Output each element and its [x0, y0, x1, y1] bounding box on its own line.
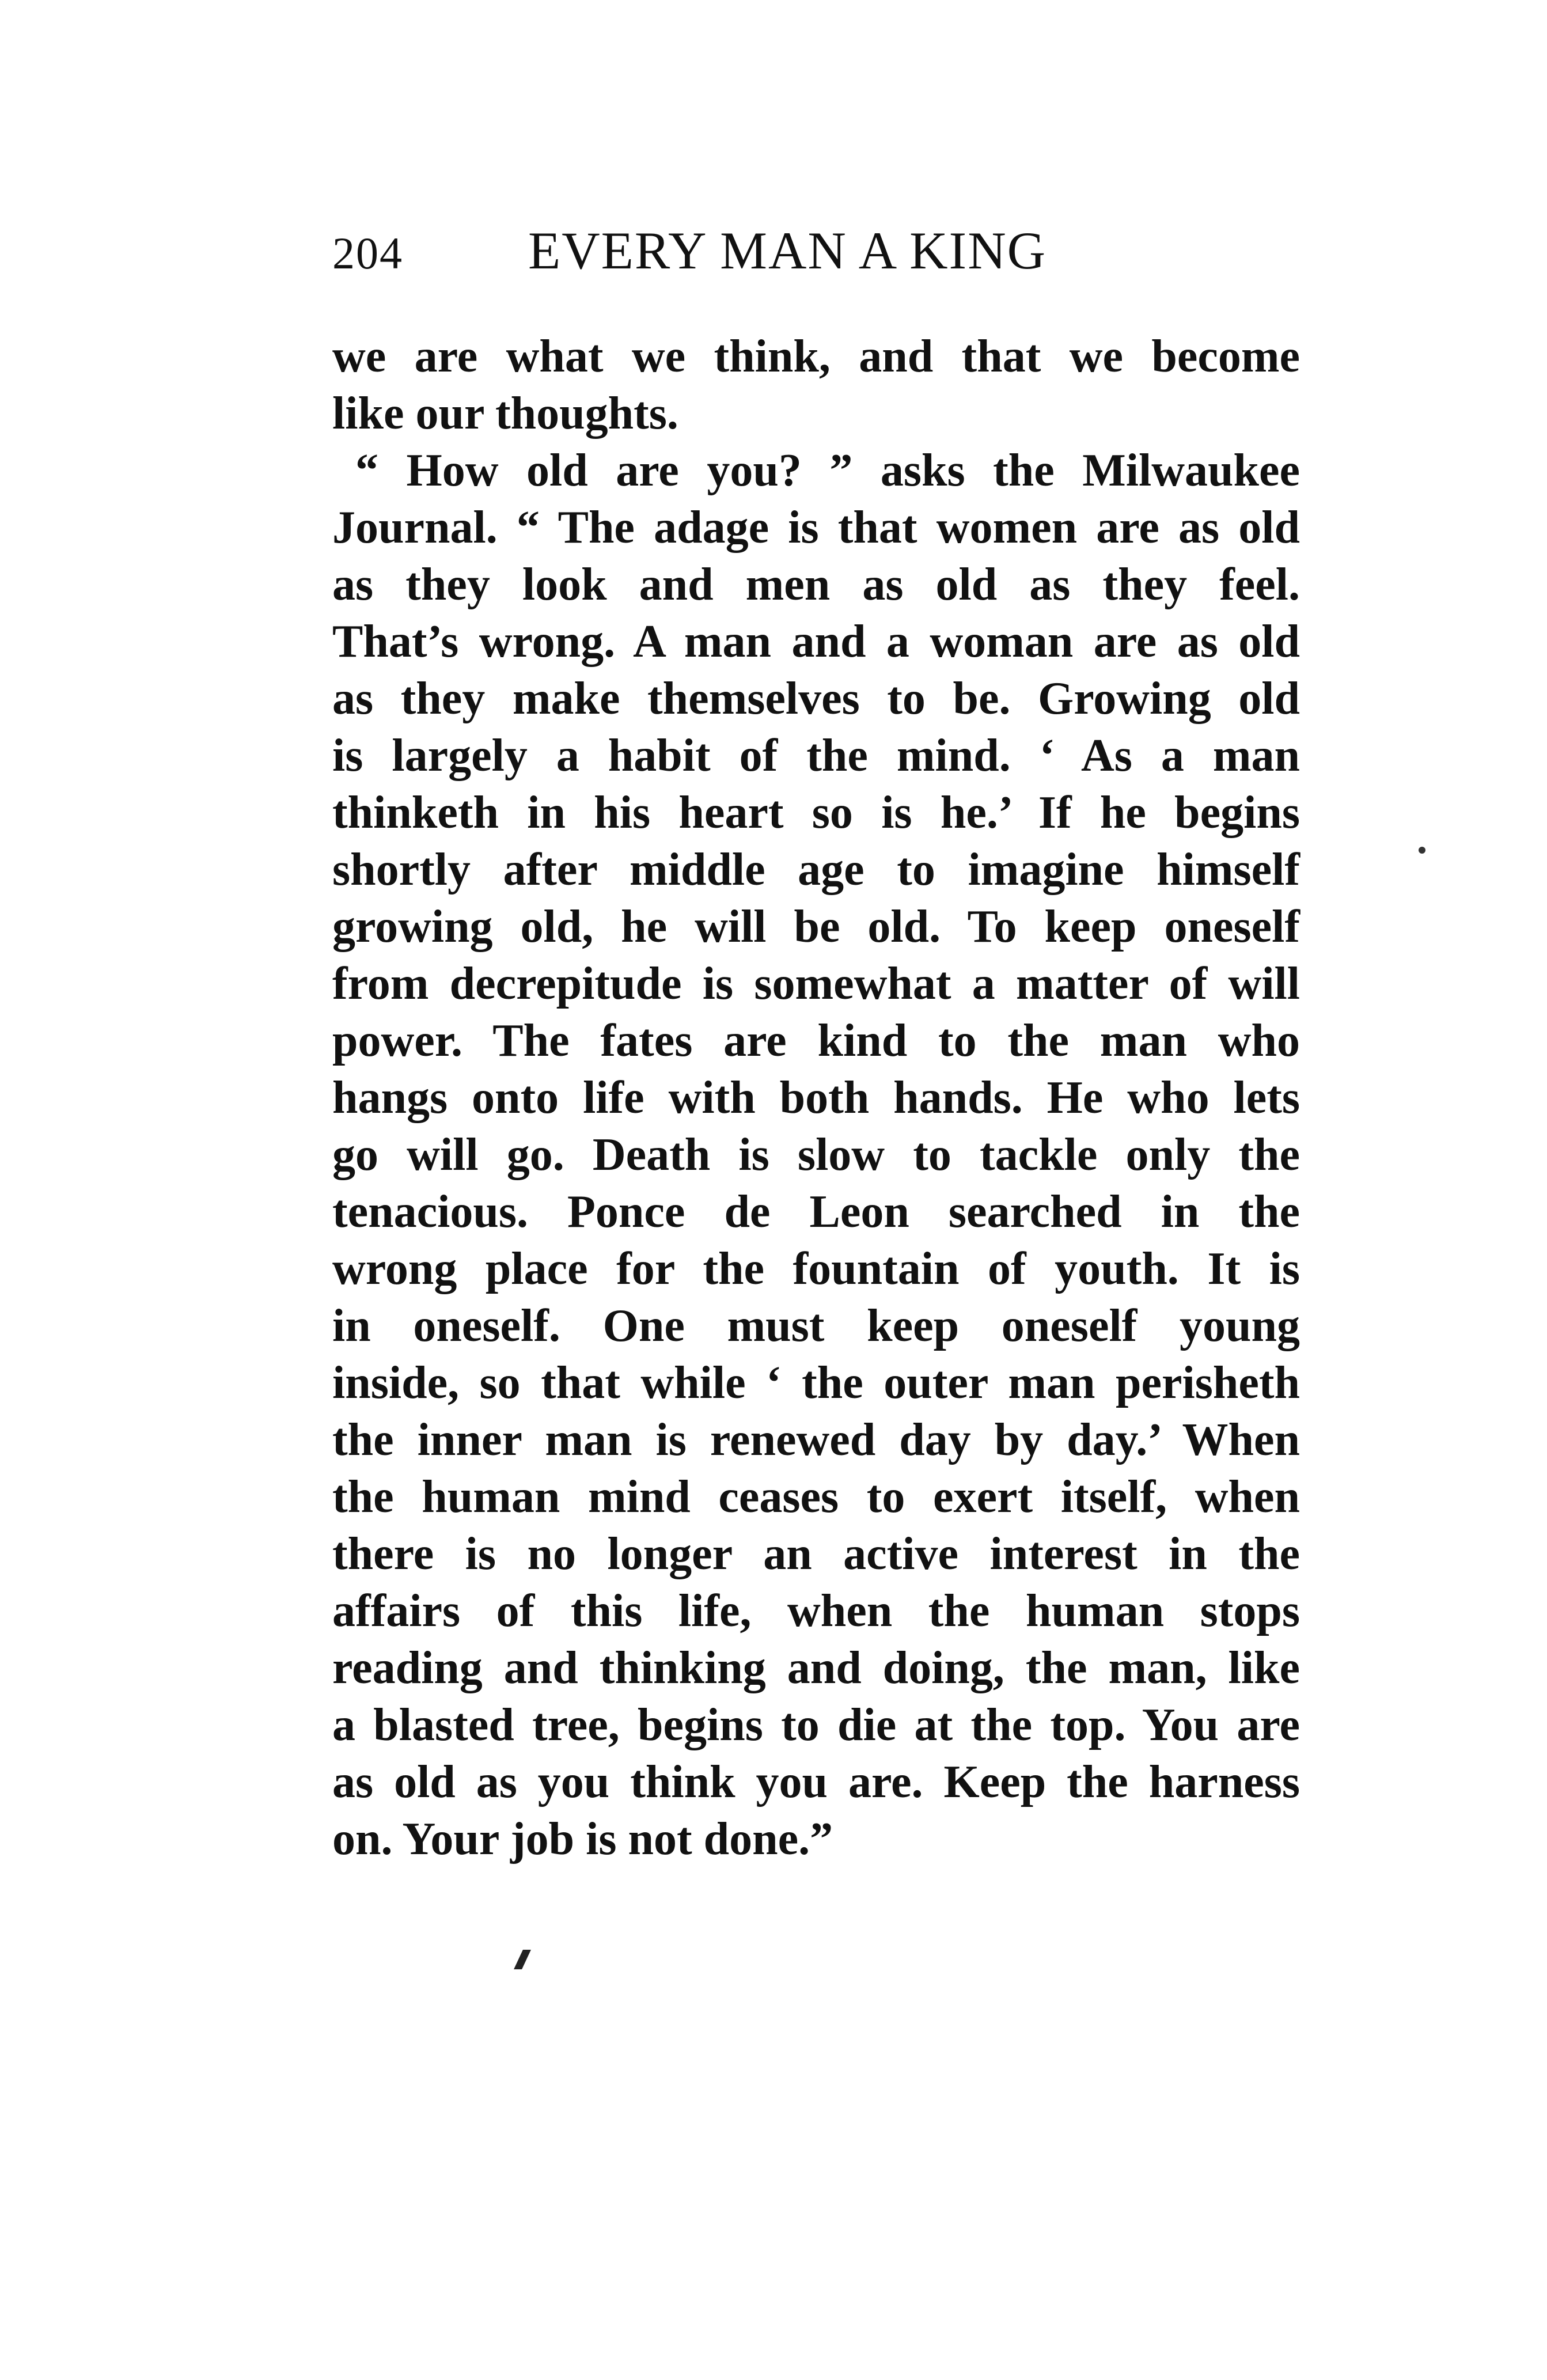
text-line: hangs onto life with both hands. He who lets: [332, 1072, 1300, 1123]
text-line: Journal. “ The adage is that women are as old: [332, 502, 1300, 553]
text-line: there is no longer an active interest in the: [332, 1529, 1300, 1579]
text-line: growing old, he will be old. To keep oneself: [332, 901, 1300, 952]
text-line: shortly after middle age to imagine himself: [332, 844, 1300, 895]
text-line: as old as you think you are. Keep the harness: [332, 1757, 1300, 1807]
text-line: from decrepitude is somewhat a matter of will: [332, 958, 1300, 1009]
text-line: power. The fates are kind to the man who: [332, 1015, 1300, 1066]
text-line: like our thoughts.: [332, 388, 678, 439]
ink-speck: [1419, 847, 1425, 854]
text-line: we are what we think, and that we become: [332, 331, 1300, 382]
running-head: [332, 219, 1311, 282]
text-line: as they look and men as old as they feel.: [332, 559, 1300, 610]
text-line: “ How old are you? ” asks the Milwaukee: [355, 445, 1300, 496]
text-line: as they make themselves to be. Growing old: [332, 673, 1300, 724]
text-line: tenacious. Ponce de Leon searched in the: [332, 1187, 1300, 1237]
text-line: That’s wrong. A man and a woman are as old: [332, 616, 1300, 667]
text-line: inside, so that while ‘ the outer man perisheth: [332, 1358, 1300, 1408]
page-number: 204: [332, 228, 403, 278]
text-line: thinketh in his heart so is he.’ If he begins: [332, 787, 1300, 838]
running-title: EVERY MAN A KING: [528, 221, 1047, 280]
stray-pen-mark: [514, 1950, 531, 1969]
text-line: the inner man is renewed day by day.’ When: [332, 1415, 1300, 1465]
text-line: the human mind ceases to exert itself, when: [332, 1472, 1300, 1522]
text-line: affairs of this life, when the human stops: [332, 1586, 1300, 1636]
text-line: a blasted tree, begins to die at the top. You are: [332, 1700, 1300, 1750]
text-line: wrong place for the fountain of youth. It is: [332, 1244, 1300, 1294]
text-line: go will go. Death is slow to tackle only the: [332, 1130, 1300, 1180]
text-line: on. Your job is not done.”: [332, 1814, 833, 1864]
body-text: [332, 328, 1300, 1868]
text-line: is largely a habit of the mind. ‘ As a man: [332, 730, 1300, 781]
text-line: reading and thinking and doing, the man, like: [332, 1643, 1300, 1693]
text-line: in oneself. One must keep oneself young: [332, 1301, 1300, 1351]
